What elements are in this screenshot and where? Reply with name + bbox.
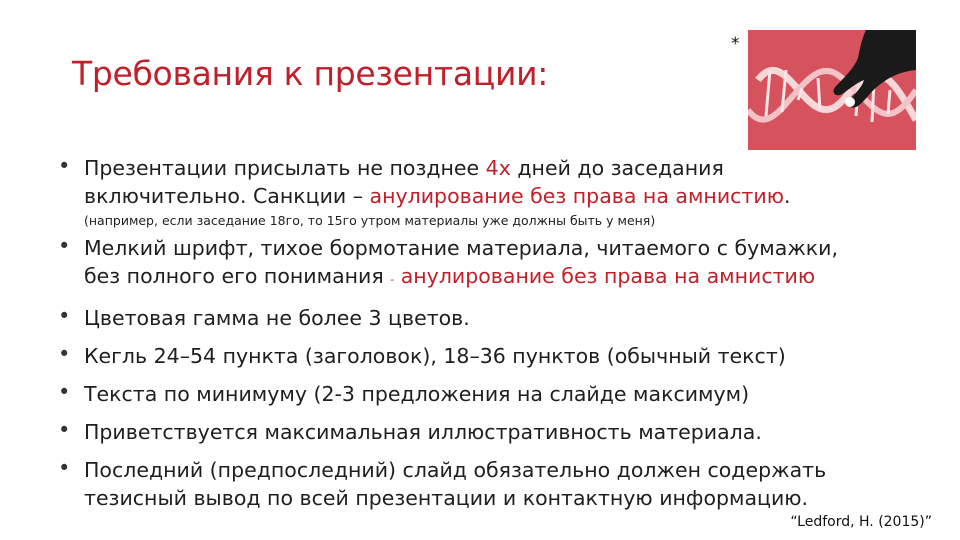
- list-item: [58, 154, 938, 210]
- bullet-note: (например, если заседание 18го, то 15го утром материалы уже должны быть у меня): [84, 213, 656, 228]
- bullet-text: Цветовая гамма не более 3 цветов.: [84, 306, 470, 330]
- footnote-star: *: [731, 34, 740, 54]
- bullet-text: Приветствуется максимальная иллюстративность материала.: [84, 420, 762, 444]
- bullet-dot: •: [58, 154, 71, 178]
- bullet-dot: •: [58, 304, 71, 328]
- bullet-text: Мелкий шрифт, тихое бормотание материала, читаемого с бумажки,: [84, 236, 839, 260]
- bullet-text: Текста по минимуму (2-3 предложения на слайде максимум): [84, 382, 750, 406]
- bullet-text: Последний (предпоследний) слайд обязательно должен содержать: [84, 458, 827, 482]
- bullet-text: Презентации присылать не позднее 4х дней до заседания: [84, 156, 724, 180]
- list-item: [58, 304, 938, 332]
- list-item: [58, 456, 938, 512]
- list-item: [58, 418, 938, 446]
- slide-title: Требования к презентации:: [72, 54, 549, 93]
- bullet-dot: •: [58, 380, 71, 404]
- bullet-text: Кегль 24–54 пункта (заголовок), 18–36 пунктов (обычный текст): [84, 344, 786, 368]
- bullet-dot: •: [58, 342, 71, 366]
- list-item: [58, 234, 938, 294]
- bullet-dot: •: [58, 418, 71, 442]
- bullet-dot: •: [58, 456, 71, 480]
- list-item: [58, 342, 938, 370]
- bullet-text: без полного его понимания - анулирование без права на амнистию: [84, 264, 816, 288]
- list-item: [58, 380, 938, 408]
- bullet-text: включительно. Санкции – анулирование без права на амнистию.: [84, 184, 791, 208]
- bullet-list: [58, 154, 938, 512]
- bullet-text: тезисный вывод по всей презентации и контактную информацию.: [84, 486, 809, 510]
- citation: “Ledford, H. (2015)”: [790, 514, 932, 530]
- hand-holding-dna-icon: [748, 30, 916, 150]
- bullet-dot: •: [58, 234, 71, 258]
